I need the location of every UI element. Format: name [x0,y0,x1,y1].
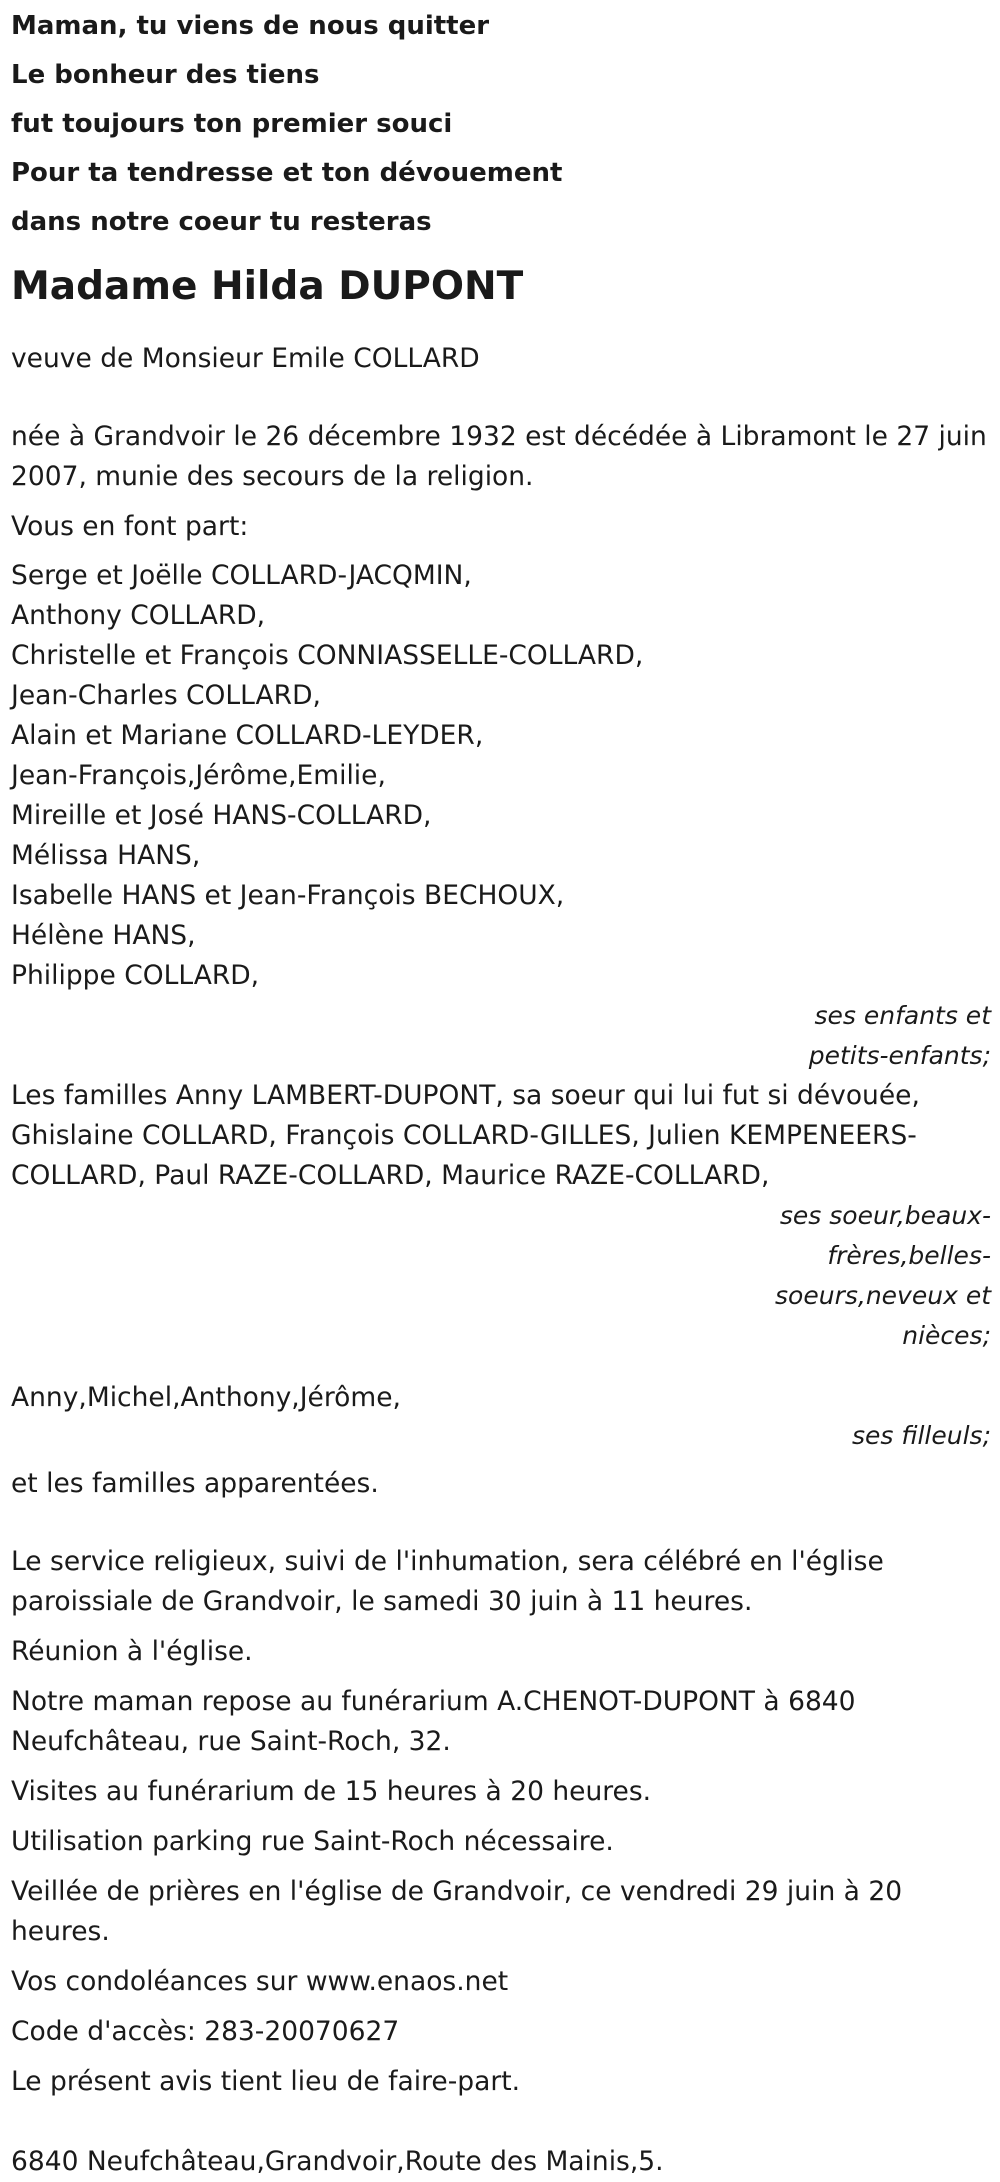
deceased-name: Madame Hilda DUPONT [11,264,524,309]
poem-line: fut toujours ton premier souci [11,109,453,139]
list-item: Les familles Anny LAMBERT-DUPONT, sa soeur qui lui fut si dévouée, [11,1080,920,1111]
list-item: Jean-Charles COLLARD, [11,680,321,711]
funeral-home-line-1: Notre maman repose au funérarium A.CHENOT-DUPONT à 6840 [11,1686,856,1717]
godchildren-line: Anny,Michel,Anthony,Jérôme, [11,1382,401,1413]
role-line: nièces; [902,1321,991,1350]
children-list [11,556,1000,996]
poem-line: dans notre coeur tu resteras [11,207,432,237]
vigil-line-1: Veillée de prières en l'église de Grandvoir, ce vendredi 29 juin à 20 [11,1876,903,1907]
service-line-1: Le service religieux, suivi de l'inhumation, sera célébré en l'église [11,1546,884,1577]
poem-line: Maman, tu viens de nous quitter [11,11,490,41]
role-line: soeurs,neveux et [775,1281,991,1310]
list-item: Philippe COLLARD, [11,960,260,991]
relatives-line: et les familles apparentées. [11,1468,379,1499]
role-line: ses enfants et [814,1001,991,1030]
list-item: COLLARD, Paul RAZE-COLLARD, Maurice RAZE-COLLARD, [11,1160,770,1191]
role-line: ses soeur,beaux- [779,1201,991,1230]
role-line: frères,belles- [827,1241,991,1270]
list-item: Christelle et François CONNIASSELLE-COLLARD, [11,640,644,671]
condolences-line: Vos condoléances sur www.enaos.net [11,1966,509,1997]
list-item: Serge et Joëlle COLLARD-JACQMIN, [11,560,472,591]
widow-line: veuve de Monsieur Emile COLLARD [11,343,480,374]
access-code-line: Code d'accès: 283-20070627 [11,2016,400,2047]
birth-line-2: 2007, munie des secours de la religion. [11,461,534,492]
announce-line: Vous en font part: [11,511,249,542]
address-line: 6840 Neufchâteau,Grandvoir,Route des Mainis,5. [11,2146,664,2177]
vigil-line-2: heures. [11,1916,110,1947]
poem-line: Pour ta tendresse et ton dévouement [11,158,563,188]
funeral-home-line-2: Neufchâteau, rue Saint-Roch, 32. [11,1726,451,1757]
service-line-2: paroissiale de Grandvoir, le samedi 30 juin à 11 heures. [11,1586,753,1617]
families-list [11,1076,1000,1196]
poem-line: Le bonheur des tiens [11,60,320,90]
godchildren-role: ses filleuls; [851,1421,991,1450]
list-item: Hélène HANS, [11,920,196,951]
notice-line: Le présent avis tient lieu de faire-part. [11,2066,521,2097]
list-item: Ghislaine COLLARD, François COLLARD-GILLES, Julien KEMPENEERS- [11,1120,917,1151]
list-item: Isabelle HANS et Jean-François BECHOUX, [11,880,565,911]
meeting-line: Réunion à l'église. [11,1636,253,1667]
list-item: Jean-François,Jérôme,Emilie, [11,760,386,791]
list-item: Anthony COLLARD, [11,600,266,631]
list-item: Alain et Mariane COLLARD-LEYDER, [11,720,484,751]
role-line: petits-enfants; [808,1041,991,1070]
poem [11,0,1000,247]
families-role [11,1196,991,1356]
parking-line: Utilisation parking rue Saint-Roch nécessaire. [11,1826,614,1857]
list-item: Mélissa HANS, [11,840,201,871]
children-role [11,996,991,1076]
visits-line: Visites au funérarium de 15 heures à 20 heures. [11,1776,652,1807]
list-item: Mireille et José HANS-COLLARD, [11,800,432,831]
birth-line-1: née à Grandvoir le 26 décembre 1932 est décédée à Libramont le 27 juin [11,421,987,452]
